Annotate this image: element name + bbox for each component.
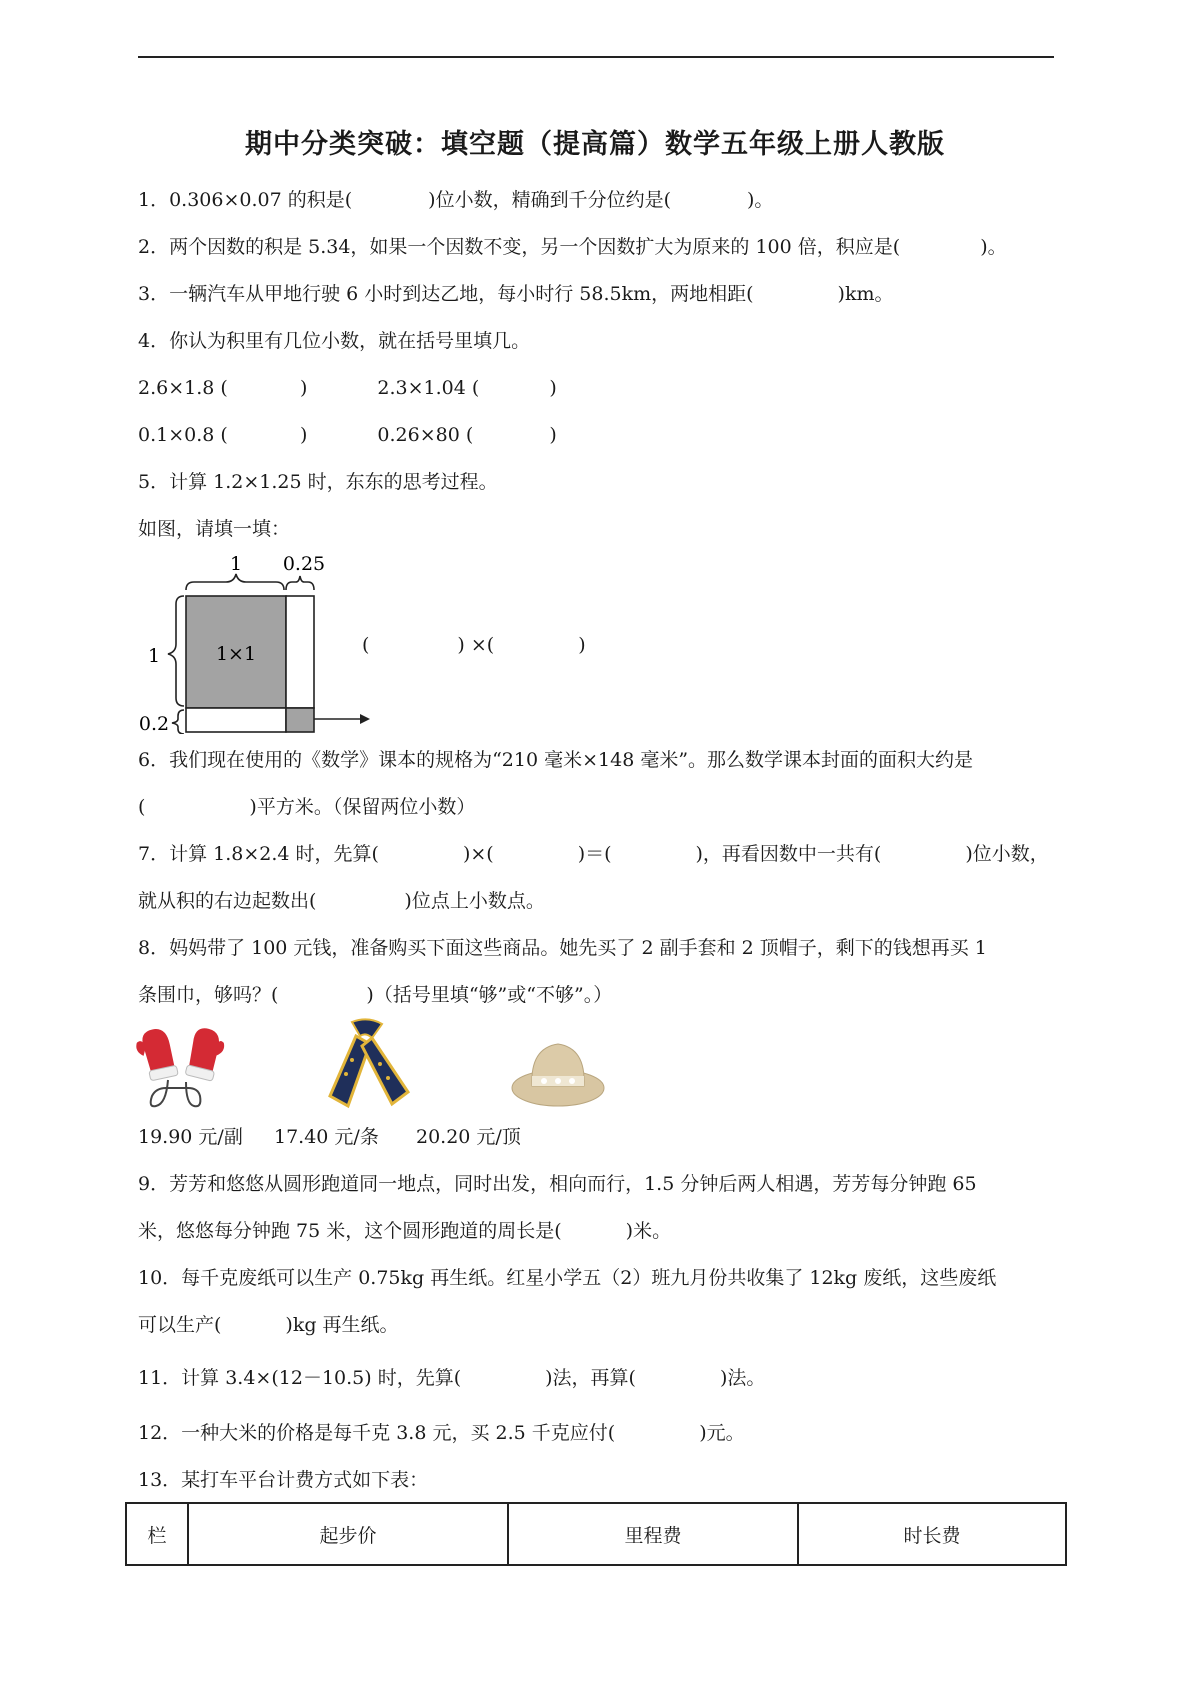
- label-left-1: 1: [147, 645, 161, 667]
- table-row: [126, 1503, 1066, 1565]
- question-5: 5．计算 1.2×1.25 时，东东的思考过程。: [138, 471, 498, 493]
- question-6: 6．我们现在使用的《数学》课本的规格为“210 毫米×148 毫米”。那么数学课本封面的面积大约是: [138, 749, 974, 771]
- page-title: 期中分类突破：填空题（提高篇）数学五年级上册人教版: [245, 129, 945, 160]
- q3-text-a: 3．一辆汽车从甲地行驶 6 小时到达乙地，每小时行 58.5km，两地相距(: [138, 283, 754, 305]
- q12-text-b: )元。: [699, 1422, 745, 1444]
- q4-close-4: ): [549, 424, 557, 446]
- top-brace-2: [286, 576, 314, 590]
- q4-close-2: ): [549, 377, 557, 399]
- q4-expr-2: 2.3×1.04 (: [377, 377, 480, 399]
- q4-expr-1: 2.6×1.8 (: [138, 377, 228, 399]
- q11-text-b: )法，再算(: [545, 1367, 636, 1389]
- label-left-2: 0.2: [138, 713, 170, 734]
- q8-line-2: [138, 983, 612, 1007]
- q4-row-2: [138, 423, 557, 447]
- question-7: [138, 842, 1049, 866]
- left-brace-1: [168, 596, 184, 706]
- table-cell: 时长费: [798, 1503, 1066, 1565]
- price-hat: 20.20 元/顶: [416, 1126, 521, 1148]
- q10-text-c: )kg 再生纸。: [285, 1314, 399, 1336]
- top-brace-1: [186, 574, 284, 590]
- left-brace-2: [172, 710, 184, 734]
- question-3: [138, 282, 894, 306]
- q9-text-b: 米，悠悠每分钟跑 75 米，这个圆形跑道的周长是(: [138, 1220, 562, 1242]
- label-top-1: 1: [229, 553, 243, 575]
- q10-line-2: [138, 1313, 399, 1337]
- q12-text-a: 12．一种大米的价格是每千克 3.8 元，买 2.5 千克应付(: [138, 1422, 616, 1444]
- q5-subtext: 如图，请填一填：: [138, 518, 291, 540]
- question-4: 4．你认为积里有几位小数，就在括号里填几。: [138, 330, 531, 352]
- q2-text-a: 2．两个因数的积是 5.34，如果一个因数不变，另一个因数扩大为原来的 100 倍，积应是(: [138, 236, 901, 258]
- q4-expr-4: 0.26×80 (: [377, 424, 474, 446]
- q5-blanks: [362, 633, 586, 657]
- q4-close-3: ): [300, 424, 308, 446]
- scarf-image: [322, 1018, 414, 1110]
- q9-line-2: [138, 1219, 671, 1243]
- corner-square: [286, 708, 314, 732]
- q11-text-c: )法。: [719, 1367, 766, 1389]
- q5-open: (: [362, 634, 370, 656]
- table-cell: 起步价: [188, 1503, 508, 1565]
- fee-table: [125, 1502, 1067, 1566]
- q7-text-b: )×(: [462, 843, 494, 865]
- table-cell: 里程费: [508, 1503, 798, 1565]
- header-rule: [138, 56, 1054, 58]
- q4-expr-3: 0.1×0.8 (: [138, 424, 228, 446]
- price-labels: [138, 1125, 521, 1149]
- q7-line-2: [138, 889, 545, 913]
- q7-text-e: )位小数，: [965, 843, 1049, 865]
- mittens-image: [136, 1022, 228, 1110]
- q7-text-g: )位点上小数点。: [404, 890, 545, 912]
- q4-row-1: [138, 376, 557, 400]
- q8-text-c: )（括号里填“够”或“不够”。）: [366, 984, 613, 1006]
- q9-text-c: )米。: [625, 1220, 672, 1242]
- question-8: 8．妈妈带了 100 元钱，准备购买下面这些商品。她先买了 2 副手套和 2 顶帽子，剩下的钱想再买 1: [138, 937, 987, 959]
- question-12: [138, 1421, 745, 1445]
- q6-text-c: )平方米。（保留两位小数）: [249, 796, 476, 818]
- right-strip: [286, 596, 314, 708]
- question-2: [138, 235, 1007, 259]
- arrow-head: [360, 714, 370, 724]
- q7-text-d: )，再看因数中一共有(: [695, 843, 882, 865]
- q1-text-b: )位小数，精确到千分位约是(: [428, 189, 671, 211]
- q5-close: ): [578, 634, 586, 656]
- q7-text-a: 7．计算 1.8×2.4 时，先算(: [138, 843, 379, 865]
- q7-text-f: 就从积的右边起数出(: [138, 890, 317, 912]
- question-13: 13．某打车平台计费方式如下表：: [138, 1469, 429, 1491]
- q4-close-1: ): [300, 377, 308, 399]
- q7-text-c: )＝(: [577, 843, 612, 865]
- hat-image: [508, 1034, 608, 1110]
- q10-text-b: 可以生产(: [138, 1314, 222, 1336]
- q2-text-b: )。: [980, 236, 1007, 258]
- price-mittens: 19.90 元/副: [138, 1126, 243, 1148]
- question-9: 9．芳芳和悠悠从圆形跑道同一地点，同时出发，相向而行，1.5 分钟后两人相遇，芳芳每分钟跑 65: [138, 1173, 977, 1195]
- price-scarf: 17.40 元/条: [274, 1126, 379, 1148]
- bottom-strip: [186, 708, 286, 732]
- label-top-2: 0.25: [282, 553, 326, 575]
- table-cell: 栏: [126, 1503, 188, 1565]
- question-11: [138, 1366, 765, 1390]
- question-10: 10．每千克废纸可以生产 0.75kg 再生纸。红星小学五（2）班九月份共收集了 12kg 废纸，这些废纸: [138, 1267, 997, 1289]
- q1-text-c: )。: [747, 189, 774, 211]
- q8-text-b: 条围巾，够吗？(: [138, 984, 279, 1006]
- q6-open: (: [138, 796, 146, 818]
- box-label: 1×1: [215, 643, 257, 665]
- question-1: [138, 188, 773, 212]
- q1-text-a: 1．0.306×0.07 的积是(: [138, 189, 353, 211]
- q11-text-a: 11．计算 3.4×(12－10.5) 时，先算(: [138, 1367, 462, 1389]
- q3-text-b: )km。: [837, 283, 894, 305]
- q5-times: ) ×(: [457, 634, 495, 656]
- area-model-figure: [138, 552, 378, 734]
- q6-line-2: [138, 795, 475, 819]
